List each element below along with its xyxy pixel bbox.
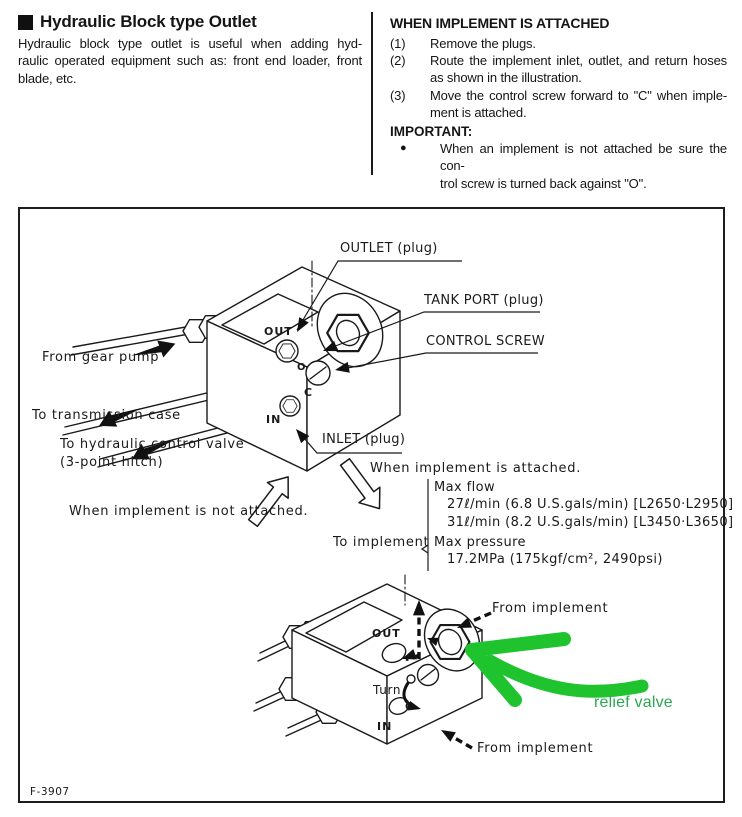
bottom-block-drawing: [254, 575, 490, 744]
label-outlet-plug: OUTLET (plug): [340, 241, 438, 256]
marking-out-top: OUT: [264, 325, 293, 338]
paragraph-line: blade, etc.: [18, 70, 77, 86]
step-number: (1): [390, 36, 406, 51]
relief-valve-annotation: relief valve: [594, 694, 673, 711]
important-line: trol screw is turned back against "O".: [440, 175, 647, 191]
column-divider: [371, 12, 373, 175]
spec-brace: [422, 479, 428, 571]
list-item: [390, 52, 727, 86]
section-marker-icon: [18, 15, 33, 30]
spec-pressure-value: 17.2MPa (175kgf/cm², 2490psi): [447, 552, 663, 567]
label-three-point-hitch: (3-point hitch): [60, 455, 164, 470]
step-line: Move the control screw forward to "C" when imple-: [430, 87, 727, 103]
label-to-implement: To implement: [333, 535, 430, 550]
step-line: as shown in the illustration.: [430, 70, 582, 86]
important-line: When an implement is not attached be sure the con-: [440, 141, 727, 174]
spec-flow-value: 27ℓ/min (6.8 U.S.gals/min) [L2650·L2950]: [447, 497, 734, 512]
relief-valve-arrow-icon: [472, 639, 642, 700]
spec-flow-value: 31ℓ/min (8.2 U.S.gals/min) [L3450·L3650]: [447, 515, 734, 530]
spec-max-pressure-heading: Max pressure: [434, 535, 526, 550]
marking-o-top: O: [297, 362, 307, 373]
section-body: [18, 35, 362, 87]
figure-frame: [18, 207, 734, 803]
section-heading-row: [18, 12, 362, 32]
step-number: (3): [390, 87, 406, 103]
marking-turn: Turn: [373, 683, 402, 697]
step-line: Route the implement inlet, outlet, and return hoses: [430, 53, 727, 69]
label-from-implement-bottom: From implement: [477, 741, 594, 756]
list-item: [390, 35, 727, 52]
label-from-implement-top: From implement: [492, 601, 609, 616]
hollow-arrow-up-icon: [243, 469, 299, 531]
step-number: (2): [390, 53, 406, 69]
list-item: [390, 87, 727, 121]
paragraph-line: Hydraulic block type outlet is useful when adding hyd-: [18, 36, 362, 51]
important-heading: IMPORTANT:: [390, 124, 473, 140]
marking-in-bottom: IN: [377, 720, 393, 733]
instructions-heading: WHEN IMPLEMENT IS ATTACHED: [390, 15, 610, 31]
label-control-screw: CONTROL SCREW: [426, 334, 545, 349]
step-line: ment is attached.: [430, 104, 527, 120]
section-title: Hydraulic Block type Outlet: [40, 12, 257, 31]
label-to-transmission-case: To transmission case: [32, 408, 181, 423]
marking-out-bottom: OUT: [372, 627, 401, 640]
important-item: [390, 140, 727, 192]
label-from-gear-pump: From gear pump: [42, 350, 160, 365]
marking-in-top: IN: [266, 413, 282, 426]
step-line: Remove the plugs.: [430, 36, 536, 51]
label-inlet-plug: INLET (plug): [322, 432, 406, 447]
spec-max-flow-heading: Max flow: [434, 480, 495, 495]
label-tank-port-plug: TANK PORT (plug): [424, 293, 544, 308]
figure-number: F-3907: [30, 786, 70, 798]
marking-c-bottom: C: [405, 700, 415, 713]
label-when-not-attached: When implement is not attached.: [69, 504, 309, 519]
paragraph-line: raulic operated equipment such as: front end loader, front: [18, 53, 362, 69]
section-when-implement-attached: [390, 15, 727, 192]
bullet-icon: ●: [400, 142, 407, 155]
section-hydraulic-block-outlet: [18, 12, 362, 87]
label-when-attached: When implement is attached.: [370, 461, 582, 476]
marking-c-top: C: [304, 386, 314, 399]
label-to-hydraulic-control-valve: To hydraulic control valve: [60, 437, 245, 452]
